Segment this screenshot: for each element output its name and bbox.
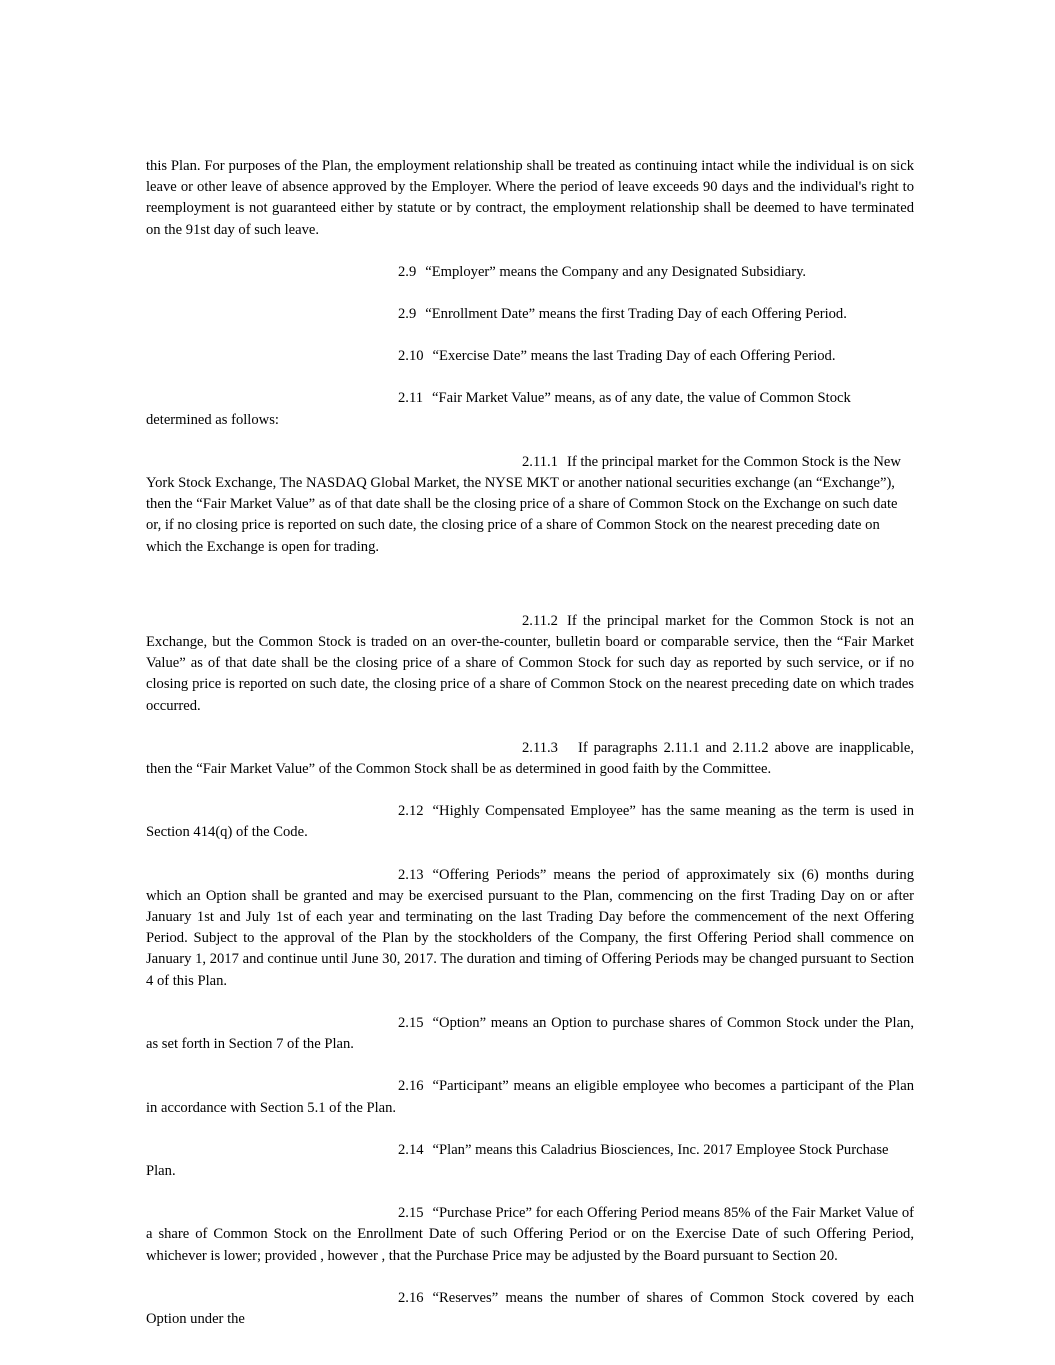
definition-employer: 2.9 “Employer” means the Company and any Designated Subsidiary.	[146, 262, 914, 283]
section-number: 2.15	[398, 1205, 424, 1222]
section-number: 2.13	[398, 866, 424, 883]
section-number: 2.11.1	[522, 453, 558, 470]
section-number: 2.11.2	[522, 612, 558, 629]
section-number: 2.15	[398, 1014, 424, 1031]
definition-exercise-date: 2.10 “Exercise Date” means the last Trading Day of each Offering Period.	[146, 346, 914, 367]
definition-reserves: 2.16 “Reserves” means the number of shares of Common Stock covered by each Option under the	[146, 1289, 914, 1327]
section-number: 2.10	[398, 348, 424, 365]
spacer	[146, 579, 914, 611]
definition-plan: 2.14 “Plan” means this Caladrius Biosciences, Inc. 2017 Employee Stock Purchase Plan.	[146, 1141, 889, 1179]
section-number: 2.16	[398, 1289, 424, 1306]
section-number: 2.16	[398, 1078, 424, 1095]
definition-fair-market-value: 2.11 “Fair Market Value” means, as of any date, the value of Common Stock determined as follows:	[146, 390, 851, 428]
definition-highly-compensated-employee: 2.12 “Highly Compensated Employee” has the same meaning as the term is used in Section 414(q) of the Code.	[146, 803, 914, 841]
definition-enrollment-date: 2.9 “Enrollment Date” means the first Trading Day of each Offering Period.	[146, 304, 914, 325]
definition-option: 2.15 “Option” means an Option to purchase shares of Common Stock under the Plan, as set forth in Section 7 of the Plan.	[146, 1014, 914, 1053]
definition-offering-periods: 2.13 “Offering Periods” means the period of approximately six (6) months during which an Option shall be granted and may be exercised pursuant to the Plan, commencing on the first Trading Day on or after January 1st and July 1st of each year and terminating on the last Trading Day before the commencement of the next Offering Period. Subject to the approval of the Plan by the stockholders of the Company, the first Offering Period shall commence on January 1, 2017 and continue until June 30, 2017. The duration and timing of Offering Periods may be changed pursuant to Section 4 of this Plan.	[146, 866, 914, 989]
document-page	[146, 156, 914, 1351]
section-number: 2.9	[398, 263, 417, 280]
section-number: 2.11.3	[522, 739, 558, 756]
section-number: 2.14	[398, 1141, 424, 1158]
definition-participant: 2.16 “Participant” means an eligible employee who becomes a participant of the Plan in accordance with Section 5.1 of the Plan.	[146, 1078, 914, 1116]
section-number: 2.11	[398, 390, 423, 407]
section-number: 2.9	[398, 306, 417, 323]
subsection-fmv-exchange: 2.11.1 If the principal market for the Common Stock is the New York Stock Exchange, The NASDAQ Global Market, the NYSE MKT or another national securities exchange (an “Exchange”), then the “Fair Market Value” as of that date shall be the closing price of a share of Common Stock on the Exchange on such date or, if no closing price is reported on such date, the closing price of a share of Common Stock on the nearest preceding date on which the Exchange is open for trading.	[146, 453, 901, 555]
section-number: 2.12	[398, 803, 424, 820]
subsection-fmv-otc: 2.11.2 If the principal market for the Common Stock is not an Exchange, but the Common Stock is traded on an over-the-counter, bulletin board or comparable service, then the “Fair Market Value” as of that date shall be the closing price of a share of Common Stock for such day as reported by such service, or if no closing price is reported on such date, the closing price of a share of Common Stock on the nearest preceding date on which trades occurred.	[146, 612, 914, 714]
paragraph-continuation: this Plan. For purposes of the Plan, the employment relationship shall be treated as continuing intact while the individual is on sick leave or other leave of absence approved by the Employer. Where the period of leave exceeds 90 days and the individual's right to reemployment is not guaranteed either by statute or by contract, the employment relationship shall be deemed to have terminated on the 91st day of such leave.	[146, 158, 914, 238]
subsection-fmv-committee: 2.11.3 If paragraphs 2.11.1 and 2.11.2 above are inapplicable, then the “Fair Market Value” of the Common Stock shall be as determined in good faith by the Committee.	[146, 739, 914, 778]
definition-purchase-price: 2.15 “Purchase Price” for each Offering Period means 85% of the Fair Market Value of a share of Common Stock on the Enrollment Date of such Offering Period or on the Exercise Date of such Offering Period, whichever is lower; provided , however , that the Purchase Price may be adjusted by the Board pursuant to Section 20.	[146, 1205, 914, 1264]
